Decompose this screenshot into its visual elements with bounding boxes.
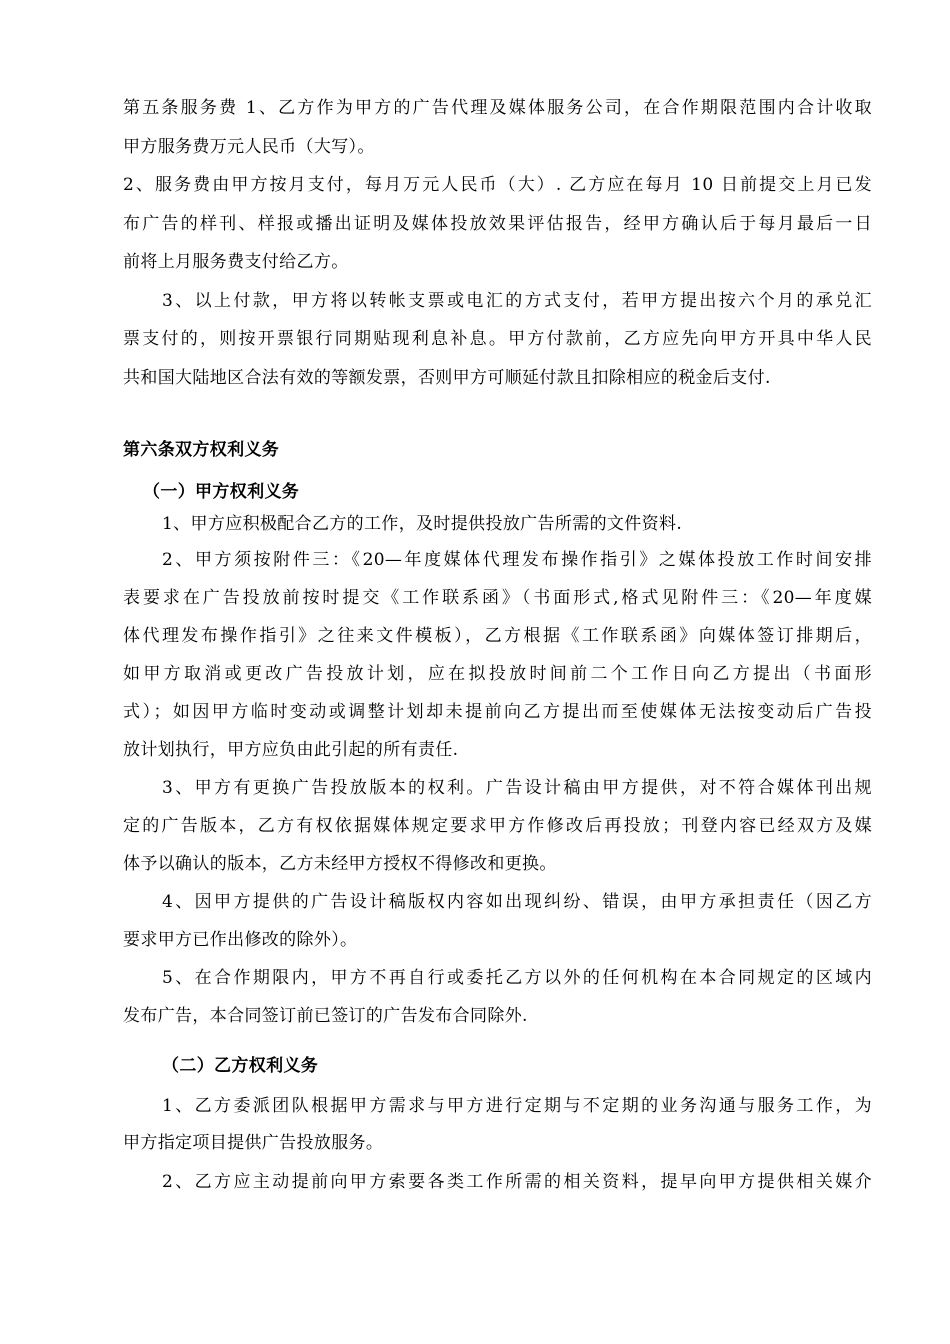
party-a-line-1: 1、甲方应积极配合乙方的工作，及时提供投放广告所需的文件资料. xyxy=(162,514,683,534)
party-a-line-2: 2、甲方须按附件三：《20—年度媒体代理发布操作指引》之媒体投放工作时间安排 xyxy=(162,550,872,570)
article6-heading: 第六条双方权利义务 xyxy=(123,440,280,460)
party-b-line-3: 2、乙方应主动提前向甲方索要各类工作所需的相关资料，提早向甲方提供相关媒介 xyxy=(162,1172,872,1192)
party-a-line-3: 表要求在广告投放前按时提交《工作联系函》（书面形式,格式见附件三：《20—年度媒 xyxy=(123,588,872,608)
party-b-line-2: 甲方指定项目提供广告投放服务。 xyxy=(123,1133,384,1153)
article5-line-6: 3、以上付款，甲方将以转帐支票或电汇的方式支付，若甲方提出按六个月的承兑汇 xyxy=(162,291,872,311)
party-a-line-9: 定的广告版本，乙方有权依据媒体规定要求甲方作修改后再投放；刊登内容已经双方及媒 xyxy=(123,816,872,836)
party-b-line-1: 1、乙方委派团队根据甲方需求与甲方进行定期与不定期的业务沟通与服务工作，为 xyxy=(162,1096,872,1116)
article5-line-2: 甲方服务费万元人民币（大写）。 xyxy=(123,137,375,157)
party-a-line-12: 要求甲方已作出修改的除外）。 xyxy=(123,930,358,950)
party-a-line-6: 式）；如因甲方临时变动或调整计划却未提前向乙方提出而至使媒体无法按变动后广告投 xyxy=(123,702,872,722)
party-a-line-13: 5、在合作期限内，甲方不再自行或委托乙方以外的任何机构在本合同规定的区域内 xyxy=(162,968,872,988)
party-b-heading: （二）乙方权利义务 xyxy=(162,1056,319,1076)
article5-line-8: 共和国大陆地区合法有效的等额发票，否则甲方可顺延付款且扣除相应的税金后支付. xyxy=(123,368,771,388)
party-a-heading: （一）甲方权利义务 xyxy=(143,482,300,502)
party-a-line-4: 体代理发布操作指引》之往来文件模板），乙方根据《工作联系函》向媒体签订排期后， xyxy=(123,626,872,646)
party-a-line-5: 如甲方取消或更改广告投放计划，应在拟投放时间前二个工作日向乙方提出（书面形 xyxy=(123,664,872,684)
article5-line-5: 前将上月服务费支付给乙方。 xyxy=(123,252,349,272)
party-a-line-10: 体予以确认的版本，乙方未经甲方授权不得修改和更换。 xyxy=(123,854,557,874)
article5-line-4: 布广告的样刊、样报或播出证明及媒体投放效果评估报告，经甲方确认后于每月最后一日 xyxy=(123,214,872,234)
article5-line-7: 票支付的，则按开票银行同期贴现利息补息。甲方付款前，乙方应先向甲方开具中华人民 xyxy=(123,329,872,349)
article5-line-3: 2、服务费由甲方按月支付，每月万元人民币（大）. 乙方应在每月 10 日前提交上月已发 xyxy=(123,175,872,195)
party-a-line-11: 4、因甲方提供的广告设计稿版权内容如出现纠纷、错误，由甲方承担责任（因乙方 xyxy=(162,892,872,912)
article5-line-1: 第五条服务费 1、乙方作为甲方的广告代理及媒体服务公司，在合作期限范围内合计收取 xyxy=(123,98,872,118)
party-a-line-14: 发布广告，本合同签订前已签订的广告发布合同除外. xyxy=(123,1006,528,1026)
party-a-line-8: 3、甲方有更换广告投放版本的权利。广告设计稿由甲方提供，对不符合媒体刊出规 xyxy=(162,778,872,798)
party-a-line-7: 放计划执行，甲方应负由此引起的所有责任. xyxy=(123,740,459,760)
